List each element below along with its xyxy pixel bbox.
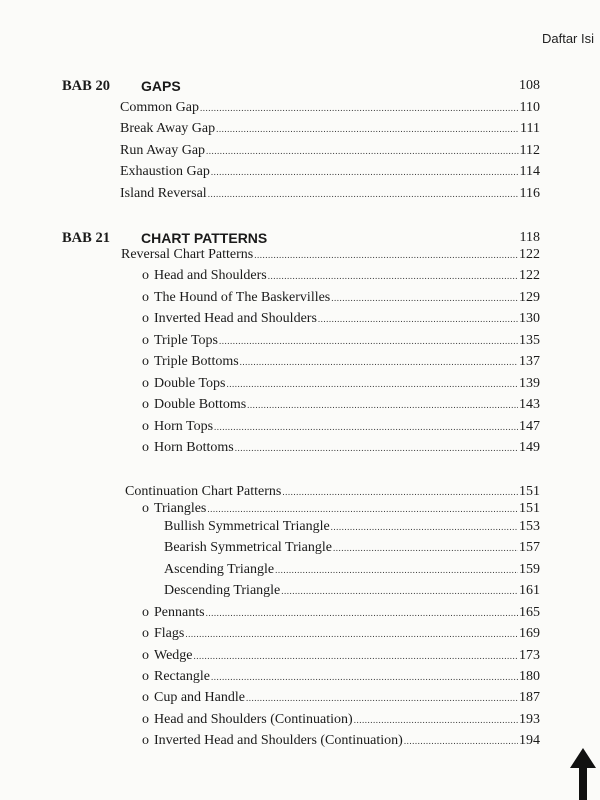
toc-entry[interactable]	[142, 376, 540, 396]
toc-entry[interactable]	[142, 733, 540, 753]
entry-label: Common Gap	[120, 100, 199, 115]
bullet-marker: o	[142, 501, 149, 516]
entry-label: Cup and Handle	[154, 690, 245, 705]
bullet-marker: o	[142, 712, 149, 727]
toc-entry[interactable]	[142, 333, 540, 353]
page-number: 118	[519, 230, 540, 245]
bullet-marker: o	[142, 419, 149, 434]
toc-section-reversal[interactable]	[121, 247, 540, 267]
entry-label: Double Bottoms	[154, 397, 247, 412]
page-number: 130	[519, 311, 540, 326]
entry-label: Triple Bottoms	[154, 354, 239, 369]
leader-dots	[331, 522, 518, 532]
entry-label: Horn Bottoms	[154, 440, 234, 455]
page-number: 194	[519, 733, 540, 748]
toc-entry[interactable]	[120, 100, 540, 120]
leader-dots	[275, 565, 518, 575]
page-number: 111	[520, 121, 540, 136]
leader-dots	[194, 651, 518, 661]
entry-label: Double Tops	[154, 376, 226, 391]
toc-entry[interactable]	[120, 186, 540, 206]
toc-entry[interactable]	[120, 143, 540, 163]
leader-dots	[235, 443, 518, 453]
bullet-marker: o	[142, 397, 149, 412]
page-number: 151	[519, 484, 540, 499]
entry-label: Island Reversal	[120, 186, 207, 201]
toc-subentry[interactable]	[164, 519, 540, 539]
leader-dots	[281, 586, 518, 596]
entry-label: Continuation Chart Patterns	[125, 484, 282, 499]
leader-dots	[333, 543, 518, 553]
page-number: 143	[519, 397, 540, 412]
page-number: 116	[519, 186, 540, 201]
entry-label: Descending Triangle	[164, 583, 281, 598]
toc-entry[interactable]	[142, 712, 540, 732]
page-number: 108	[519, 78, 540, 93]
bullet-marker: o	[142, 311, 149, 326]
toc-entry[interactable]	[120, 121, 540, 141]
bullet-marker: o	[142, 648, 149, 663]
page-number: 147	[519, 419, 540, 434]
leader-dots	[219, 336, 518, 346]
entry-label: Head and Shoulders	[154, 268, 267, 283]
bullet-marker: o	[142, 733, 149, 748]
leader-dots	[200, 103, 519, 113]
leader-dots	[282, 487, 518, 497]
page-number: 153	[519, 519, 540, 534]
leader-dots	[268, 271, 518, 281]
bullet-marker: o	[142, 354, 149, 369]
leader-dots	[404, 736, 518, 746]
bullet-marker: o	[142, 690, 149, 705]
toc-entry[interactable]	[142, 354, 540, 374]
bullet-marker: o	[142, 440, 149, 455]
page-number: 159	[519, 562, 540, 577]
entry-label: Flags	[154, 626, 185, 641]
leader-dots	[211, 672, 518, 682]
leader-dots	[216, 124, 519, 134]
entry-label: Rectangle	[154, 669, 210, 684]
entry-label: The Hound of The Baskervilles	[154, 290, 331, 305]
toc-subentry[interactable]	[164, 583, 540, 603]
page-number: 135	[519, 333, 540, 348]
scroll-to-top-arrow-icon[interactable]	[570, 748, 596, 800]
bullet-marker: o	[142, 605, 149, 620]
entry-label: Head and Shoulders (Continuation)	[154, 712, 353, 727]
toc-entry[interactable]	[142, 690, 540, 710]
page-number: 151	[519, 501, 540, 516]
entry-label: Reversal Chart Patterns	[121, 247, 254, 262]
entry-label: Pennants	[154, 605, 205, 620]
entry-label: Exhaustion Gap	[120, 164, 210, 179]
entry-label: Horn Tops	[154, 419, 214, 434]
chapter-number: BAB 21	[62, 230, 110, 246]
page-number: 161	[519, 583, 540, 598]
leader-dots	[211, 167, 519, 177]
toc-subentry[interactable]	[164, 562, 540, 582]
leader-dots	[247, 400, 518, 410]
leader-dots	[207, 504, 518, 514]
leader-dots	[208, 189, 519, 199]
page-header-title: Daftar Isi	[541, 31, 594, 46]
leader-dots	[226, 379, 518, 389]
entry-label: Triple Tops	[154, 333, 218, 348]
entry-label: Run Away Gap	[120, 143, 206, 158]
bullet-marker: o	[142, 626, 149, 641]
page-number: 122	[519, 247, 540, 262]
entry-label: Triangles	[154, 501, 207, 516]
leader-dots	[318, 314, 518, 324]
entry-label: Inverted Head and Shoulders	[154, 311, 317, 326]
chapter-heading-20[interactable]	[62, 78, 540, 98]
leader-dots	[254, 250, 518, 260]
page-number: 193	[519, 712, 540, 727]
page-number: 114	[519, 164, 540, 179]
page-number: 180	[519, 669, 540, 684]
page-number: 112	[519, 143, 540, 158]
leader-dots	[185, 629, 518, 639]
toc-entry[interactable]	[142, 626, 540, 646]
leader-dots	[206, 608, 518, 618]
bullet-marker: o	[142, 376, 149, 391]
page-number: 137	[519, 354, 540, 369]
page-number: 187	[519, 690, 540, 705]
toc-entry-triangles[interactable]	[142, 501, 540, 521]
toc-subentry[interactable]	[164, 540, 540, 560]
leader-dots	[214, 422, 518, 432]
toc-entry[interactable]	[142, 440, 540, 460]
entry-label: Break Away Gap	[120, 121, 216, 136]
page-number: 149	[519, 440, 540, 455]
page-number: 169	[519, 626, 540, 641]
entry-label: Wedge	[154, 648, 193, 663]
page-number: 129	[519, 290, 540, 305]
page-number: 165	[519, 605, 540, 620]
toc-entry[interactable]	[142, 311, 540, 331]
entry-label: Inverted Head and Shoulders (Continuation)	[154, 733, 403, 748]
entry-label: Bullish Symmetrical Triangle	[164, 519, 330, 534]
leader-dots	[240, 357, 518, 367]
page-number: 122	[519, 268, 540, 283]
page-number: 157	[519, 540, 540, 555]
chapter-title: GAPS	[141, 78, 181, 94]
toc-entry[interactable]	[142, 268, 540, 288]
leader-dots	[206, 146, 518, 156]
bullet-marker: o	[142, 290, 149, 305]
chapter-number: BAB 20	[62, 78, 110, 94]
entry-label: Bearish Symmetrical Triangle	[164, 540, 332, 555]
bullet-marker: o	[142, 333, 149, 348]
toc-entry[interactable]	[120, 164, 540, 184]
toc-entry[interactable]	[142, 648, 540, 668]
bullet-marker: o	[142, 268, 149, 283]
toc-entry[interactable]	[142, 419, 540, 439]
leader-dots	[354, 715, 518, 725]
toc-entry[interactable]	[142, 605, 540, 625]
chapter-title: CHART PATTERNS	[141, 230, 268, 246]
toc-entry[interactable]	[142, 669, 540, 689]
bullet-marker: o	[142, 669, 149, 684]
leader-dots	[246, 693, 518, 703]
page-number: 173	[519, 648, 540, 663]
entry-label: Ascending Triangle	[164, 562, 275, 577]
toc-entry[interactable]	[142, 290, 540, 310]
leader-dots	[331, 293, 518, 303]
page-number: 139	[519, 376, 540, 391]
page-number: 110	[519, 100, 540, 115]
toc-entry[interactable]	[142, 397, 540, 417]
